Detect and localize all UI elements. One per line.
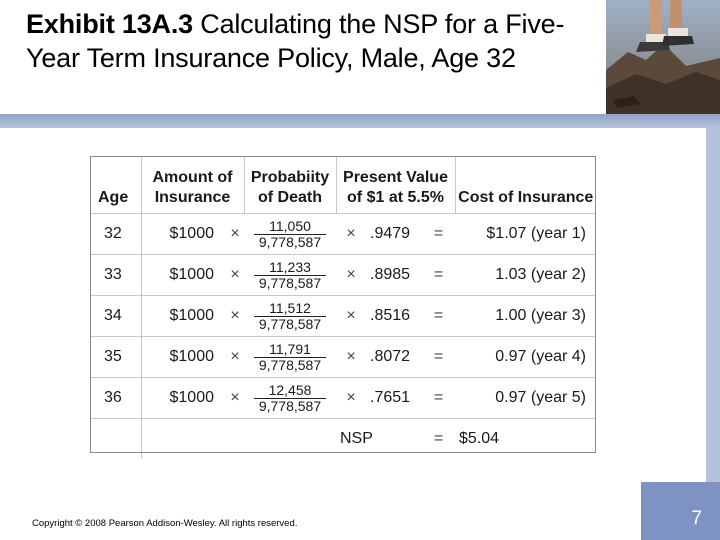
times-symbol: ×: [226, 255, 244, 296]
times-symbol: ×: [336, 337, 366, 378]
table-row: [90, 296, 596, 337]
equals-symbol: =: [433, 430, 444, 447]
climber-photo: [606, 0, 720, 114]
age-cell: 35: [90, 337, 141, 378]
header-band: [0, 114, 720, 128]
present-value-cell: .8072: [366, 337, 422, 378]
fraction-denominator: 9,778,587: [258, 397, 322, 414]
times-symbol: ×: [336, 255, 366, 296]
copyright-notice: Copyright © 2008 Pearson Addison-Wesley. All rights reserved.: [32, 518, 298, 529]
header-cost: Cost of Insurance: [455, 156, 596, 214]
page-number-box: [641, 482, 720, 540]
nsp-table: [90, 156, 596, 459]
equals-symbol: =: [422, 337, 455, 378]
times-symbol: ×: [226, 378, 244, 419]
fraction-numerator: 11,050: [254, 219, 326, 235]
exhibit-label: Exhibit 13A.3: [26, 9, 193, 39]
probability-fraction: [244, 337, 336, 378]
cost-cell: 1.00 (year 3): [455, 296, 596, 337]
fraction-numerator: 12,458: [254, 383, 326, 399]
right-accent-bar: [706, 128, 720, 482]
cost-cell: 0.97 (year 5): [455, 378, 596, 419]
fraction-numerator: 11,512: [254, 301, 326, 317]
nsp-label: NSP: [340, 430, 373, 447]
header-probability: Probabiity of Death: [244, 156, 336, 214]
times-symbol: ×: [226, 296, 244, 337]
table-row: [90, 214, 596, 255]
equals-symbol: =: [422, 378, 455, 419]
cost-cell: 1.03 (year 2): [455, 255, 596, 296]
fraction-denominator: 9,778,587: [258, 315, 322, 332]
probability-fraction: [244, 378, 336, 419]
table-header-row: [90, 156, 596, 214]
fraction-denominator: 9,778,587: [258, 274, 322, 291]
slide-title: [26, 7, 596, 75]
total-blank: [141, 419, 226, 460]
probability-fraction: [244, 214, 336, 255]
present-value-cell: .8985: [366, 255, 422, 296]
table-row: [90, 378, 596, 419]
cost-cell: 0.97 (year 4): [455, 337, 596, 378]
page-number: 7: [691, 508, 702, 529]
header-age: Age: [90, 156, 141, 214]
equals-symbol: =: [422, 214, 455, 255]
age-cell: 36: [90, 378, 141, 419]
present-value-cell: .9479: [366, 214, 422, 255]
cost-cell: $1.07 (year 1): [455, 214, 596, 255]
total-row: [90, 419, 596, 460]
total-age-cell: [90, 419, 141, 460]
title-text: Calculating the NSP for a Five-Year Term Insurance Policy, Male, Age 32: [26, 9, 565, 73]
header-amount: Amount of Insurance: [141, 156, 244, 214]
table-row: [90, 255, 596, 296]
age-cell: 33: [90, 255, 141, 296]
fraction-numerator: 11,233: [254, 260, 326, 276]
table-row: [90, 337, 596, 378]
probability-fraction: [244, 255, 336, 296]
present-value-cell: .7651: [366, 378, 422, 419]
fraction-denominator: 9,778,587: [258, 233, 322, 250]
times-symbol: ×: [226, 337, 244, 378]
amount-cell: $1000: [141, 214, 226, 255]
header-present-value: Present Value of $1 at 5.5%: [336, 156, 455, 214]
fraction-denominator: 9,778,587: [258, 356, 322, 373]
age-cell: 32: [90, 214, 141, 255]
times-symbol: ×: [336, 378, 366, 419]
amount-cell: $1000: [141, 296, 226, 337]
amount-cell: $1000: [141, 255, 226, 296]
total-blank: [244, 419, 336, 460]
total-blank: [226, 419, 244, 460]
climber-illustration: [606, 0, 720, 114]
present-value-cell: .8516: [366, 296, 422, 337]
age-cell: 34: [90, 296, 141, 337]
times-symbol: ×: [336, 214, 366, 255]
fraction-numerator: 11,791: [254, 342, 326, 358]
times-symbol: ×: [336, 296, 366, 337]
equals-symbol: =: [422, 255, 455, 296]
equals-symbol: =: [422, 296, 455, 337]
times-symbol: ×: [226, 214, 244, 255]
amount-cell: $1000: [141, 337, 226, 378]
nsp-value: $5.04: [459, 430, 500, 447]
probability-fraction: [244, 296, 336, 337]
amount-cell: $1000: [141, 378, 226, 419]
